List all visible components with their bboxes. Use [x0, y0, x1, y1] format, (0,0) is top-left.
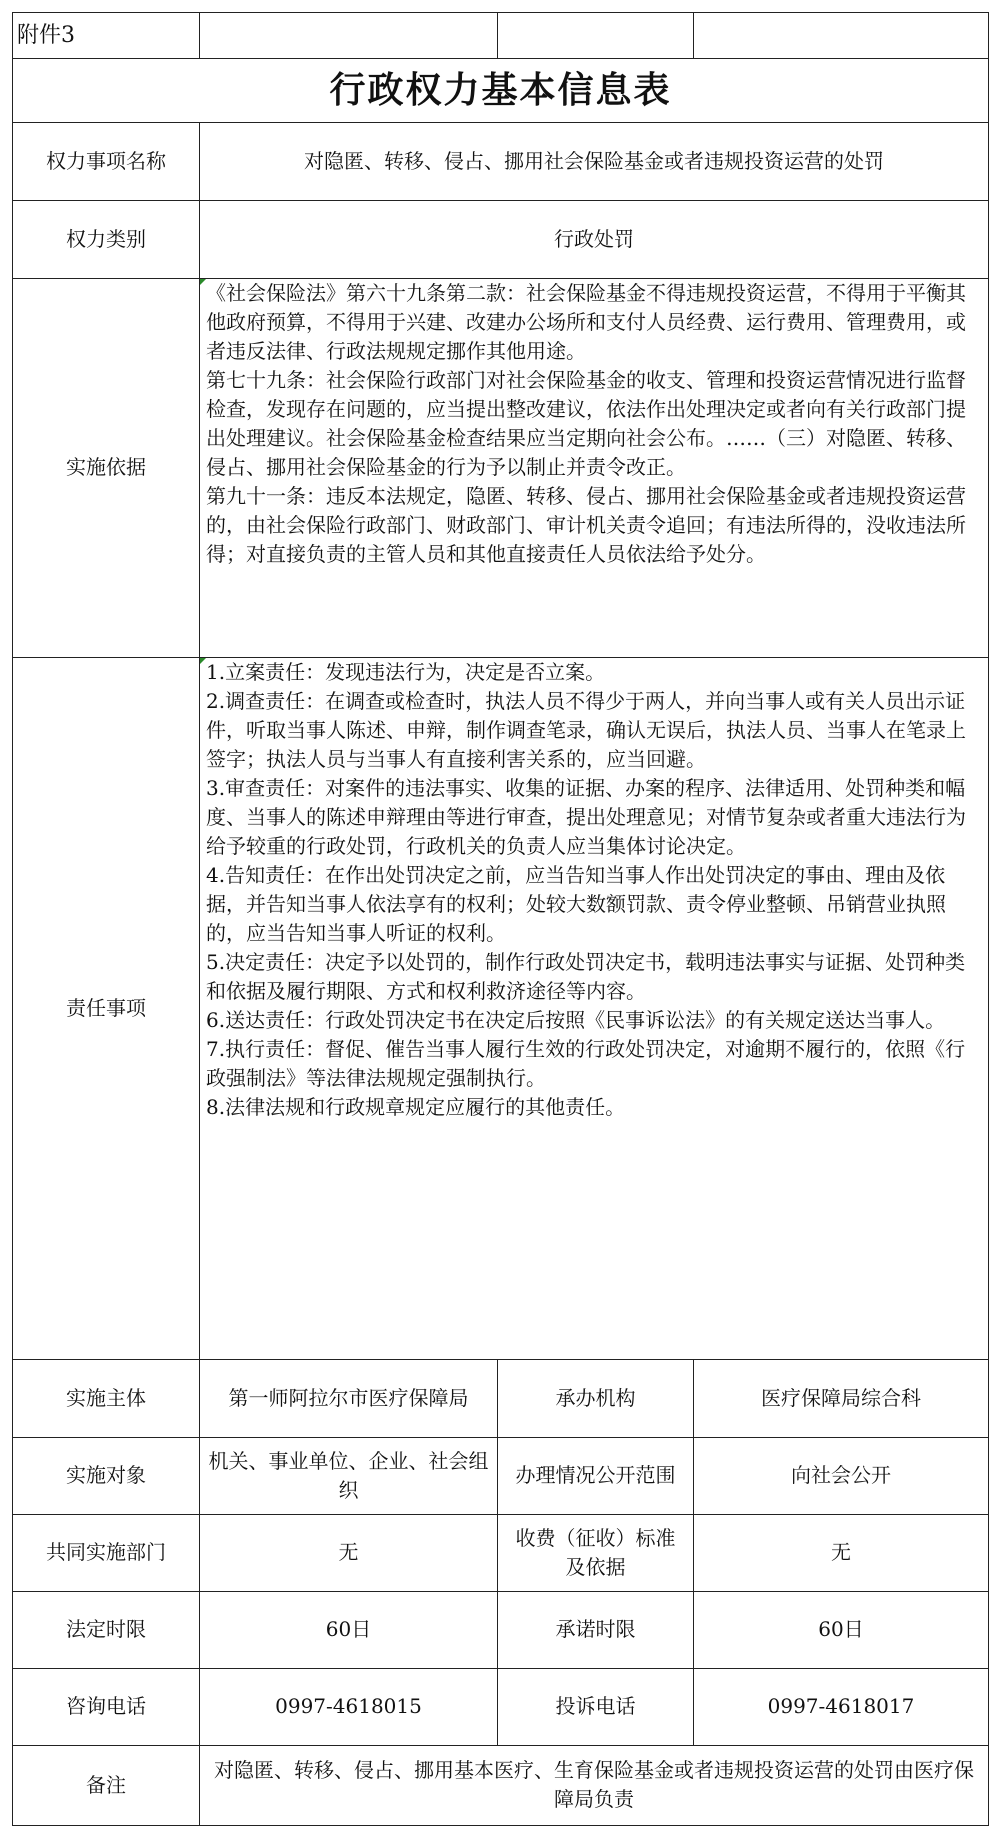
consult-phone-value: 0997-4618015 — [200, 1668, 498, 1745]
remark-row — [13, 1745, 989, 1825]
power-name-value: 对隐匿、转移、侵占、挪用社会保险基金或者违规投资运营的处罚 — [200, 123, 989, 201]
page-title: 行政权力基本信息表 — [13, 59, 989, 123]
category-label: 权力类别 — [13, 201, 200, 279]
empty-cell — [200, 13, 498, 59]
target-value: 机关、事业单位、企业、社会组织 — [200, 1437, 498, 1514]
duties-row — [13, 657, 989, 1360]
phone-row — [13, 1668, 989, 1745]
attachment-label: 附件3 — [13, 13, 200, 59]
remark-value: 对隐匿、转移、侵占、挪用基本医疗、生育保险基金或者违规投资运营的处罚由医疗保障局负责 — [200, 1745, 989, 1825]
duty-item: 2.调查责任：在调查或检查时，执法人员不得少于两人，并向当事人或有关人员出示证件，听取当事人陈述、申辩，制作调查笔录，确认无误后，执法人员、当事人在笔录上签字；执法人员与当事人有直接利害关系的，应当回避。 — [206, 688, 966, 771]
duty-item: 6.送达责任：行政处罚决定书在决定后按照《民事诉讼法》的有关规定送达当事人。 — [206, 1007, 946, 1032]
joint-row — [13, 1514, 989, 1591]
subject-label: 实施主体 — [13, 1360, 200, 1437]
empty-cell — [694, 13, 989, 59]
target-label: 实施对象 — [13, 1437, 200, 1514]
duty-item: 4.告知责任：在作出处罚决定之前，应当告知当事人作出处罚决定的事由、理由及依据，并告知当事人依法享有的权利；处较大数额罚款、责令停业整顿、吊销营业执照的，应当告知当事人听证的权利。 — [206, 862, 946, 945]
duty-item: 5.决定责任：决定予以处罚的，制作行政处罚决定书，载明违法事实与证据、处罚种类和依据及履行期限、方式和权利救济途径等内容。 — [206, 949, 966, 1003]
joint-dept-label: 共同实施部门 — [13, 1514, 200, 1591]
power-name-label: 权力事项名称 — [13, 123, 200, 201]
duties-content — [200, 657, 989, 1360]
complaint-phone-label: 投诉电话 — [498, 1668, 694, 1745]
power-name-row — [13, 123, 989, 201]
legal-time-limit-label: 法定时限 — [13, 1591, 200, 1668]
joint-dept-value: 无 — [200, 1514, 498, 1591]
attachment-row — [13, 13, 989, 59]
fee-standard-label: 收费（征收）标准及依据 — [498, 1514, 694, 1591]
promised-time-limit-value: 60日 — [694, 1591, 989, 1668]
legal-time-limit-value: 60日 — [200, 1591, 498, 1668]
duties-label: 责任事项 — [13, 657, 200, 1360]
consult-phone-label: 咨询电话 — [13, 1668, 200, 1745]
basis-paragraph: 第七十九条：社会保险行政部门对社会保险基金的收支、管理和投资运营情况进行监督检查，发现存在问题的，应当提出整改建议，依法作出处理决定或者向有关行政部门提出处理建议。社会保险基金检查结果应当定期向社会公布。……（三）对隐匿、转移、侵占、挪用社会保险基金的行为予以制止并责令改正。 — [206, 368, 966, 480]
category-value: 行政处罚 — [200, 201, 989, 279]
empty-cell — [498, 13, 694, 59]
basis-paragraph: 第九十一条：违反本法规定，隐匿、转移、侵占、挪用社会保险基金或者违规投资运营的，由社会保险行政部门、财政部门、审计机关责令追回；有违法所得的，没收违法所得；对直接负责的主管人员和其他直接责任人员依法给予处分。 — [206, 484, 966, 567]
basis-row — [13, 279, 989, 657]
promised-time-limit-label: 承诺时限 — [498, 1591, 694, 1668]
basis-label: 实施依据 — [13, 279, 200, 657]
power-info-table — [12, 12, 989, 1826]
duty-item: 8.法律法规和行政规章规定应履行的其他责任。 — [206, 1094, 626, 1119]
handling-org-label: 承办机构 — [498, 1360, 694, 1437]
disclosure-scope-label: 办理情况公开范围 — [498, 1437, 694, 1514]
duty-item: 1.立案责任：发现违法行为，决定是否立案。 — [206, 659, 606, 684]
basis-content — [200, 279, 989, 657]
subject-row — [13, 1360, 989, 1437]
handling-org-value: 医疗保障局综合科 — [694, 1360, 989, 1437]
target-row — [13, 1437, 989, 1514]
category-row — [13, 201, 989, 279]
duty-item: 7.执行责任：督促、催告当事人履行生效的行政处罚决定，对逾期不履行的，依照《行政强制法》等法律法规规定强制执行。 — [206, 1036, 966, 1090]
remark-label: 备注 — [13, 1745, 200, 1825]
title-row — [13, 59, 989, 123]
disclosure-scope-value: 向社会公开 — [694, 1437, 989, 1514]
fee-standard-value: 无 — [694, 1514, 989, 1591]
duty-item: 3.审查责任：对案件的违法事实、收集的证据、办案的程序、法律适用、处罚种类和幅度、当事人的陈述申辩理由等进行审查，提出处理意见；对情节复杂或者重大违法行为给予较重的行政处罚，行政机关的负责人应当集体讨论决定。 — [206, 775, 966, 858]
complaint-phone-value: 0997-4618017 — [694, 1668, 989, 1745]
basis-paragraph: 《社会保险法》第六十九条第二款：社会保险基金不得违规投资运营，不得用于平衡其他政府预算，不得用于兴建、改建办公场所和支付人员经费、运行费用、管理费用，或者违反法律、行政法规规定挪作其他用途。 — [206, 281, 966, 364]
time-limit-row — [13, 1591, 989, 1668]
subject-value: 第一师阿拉尔市医疗保障局 — [200, 1360, 498, 1437]
